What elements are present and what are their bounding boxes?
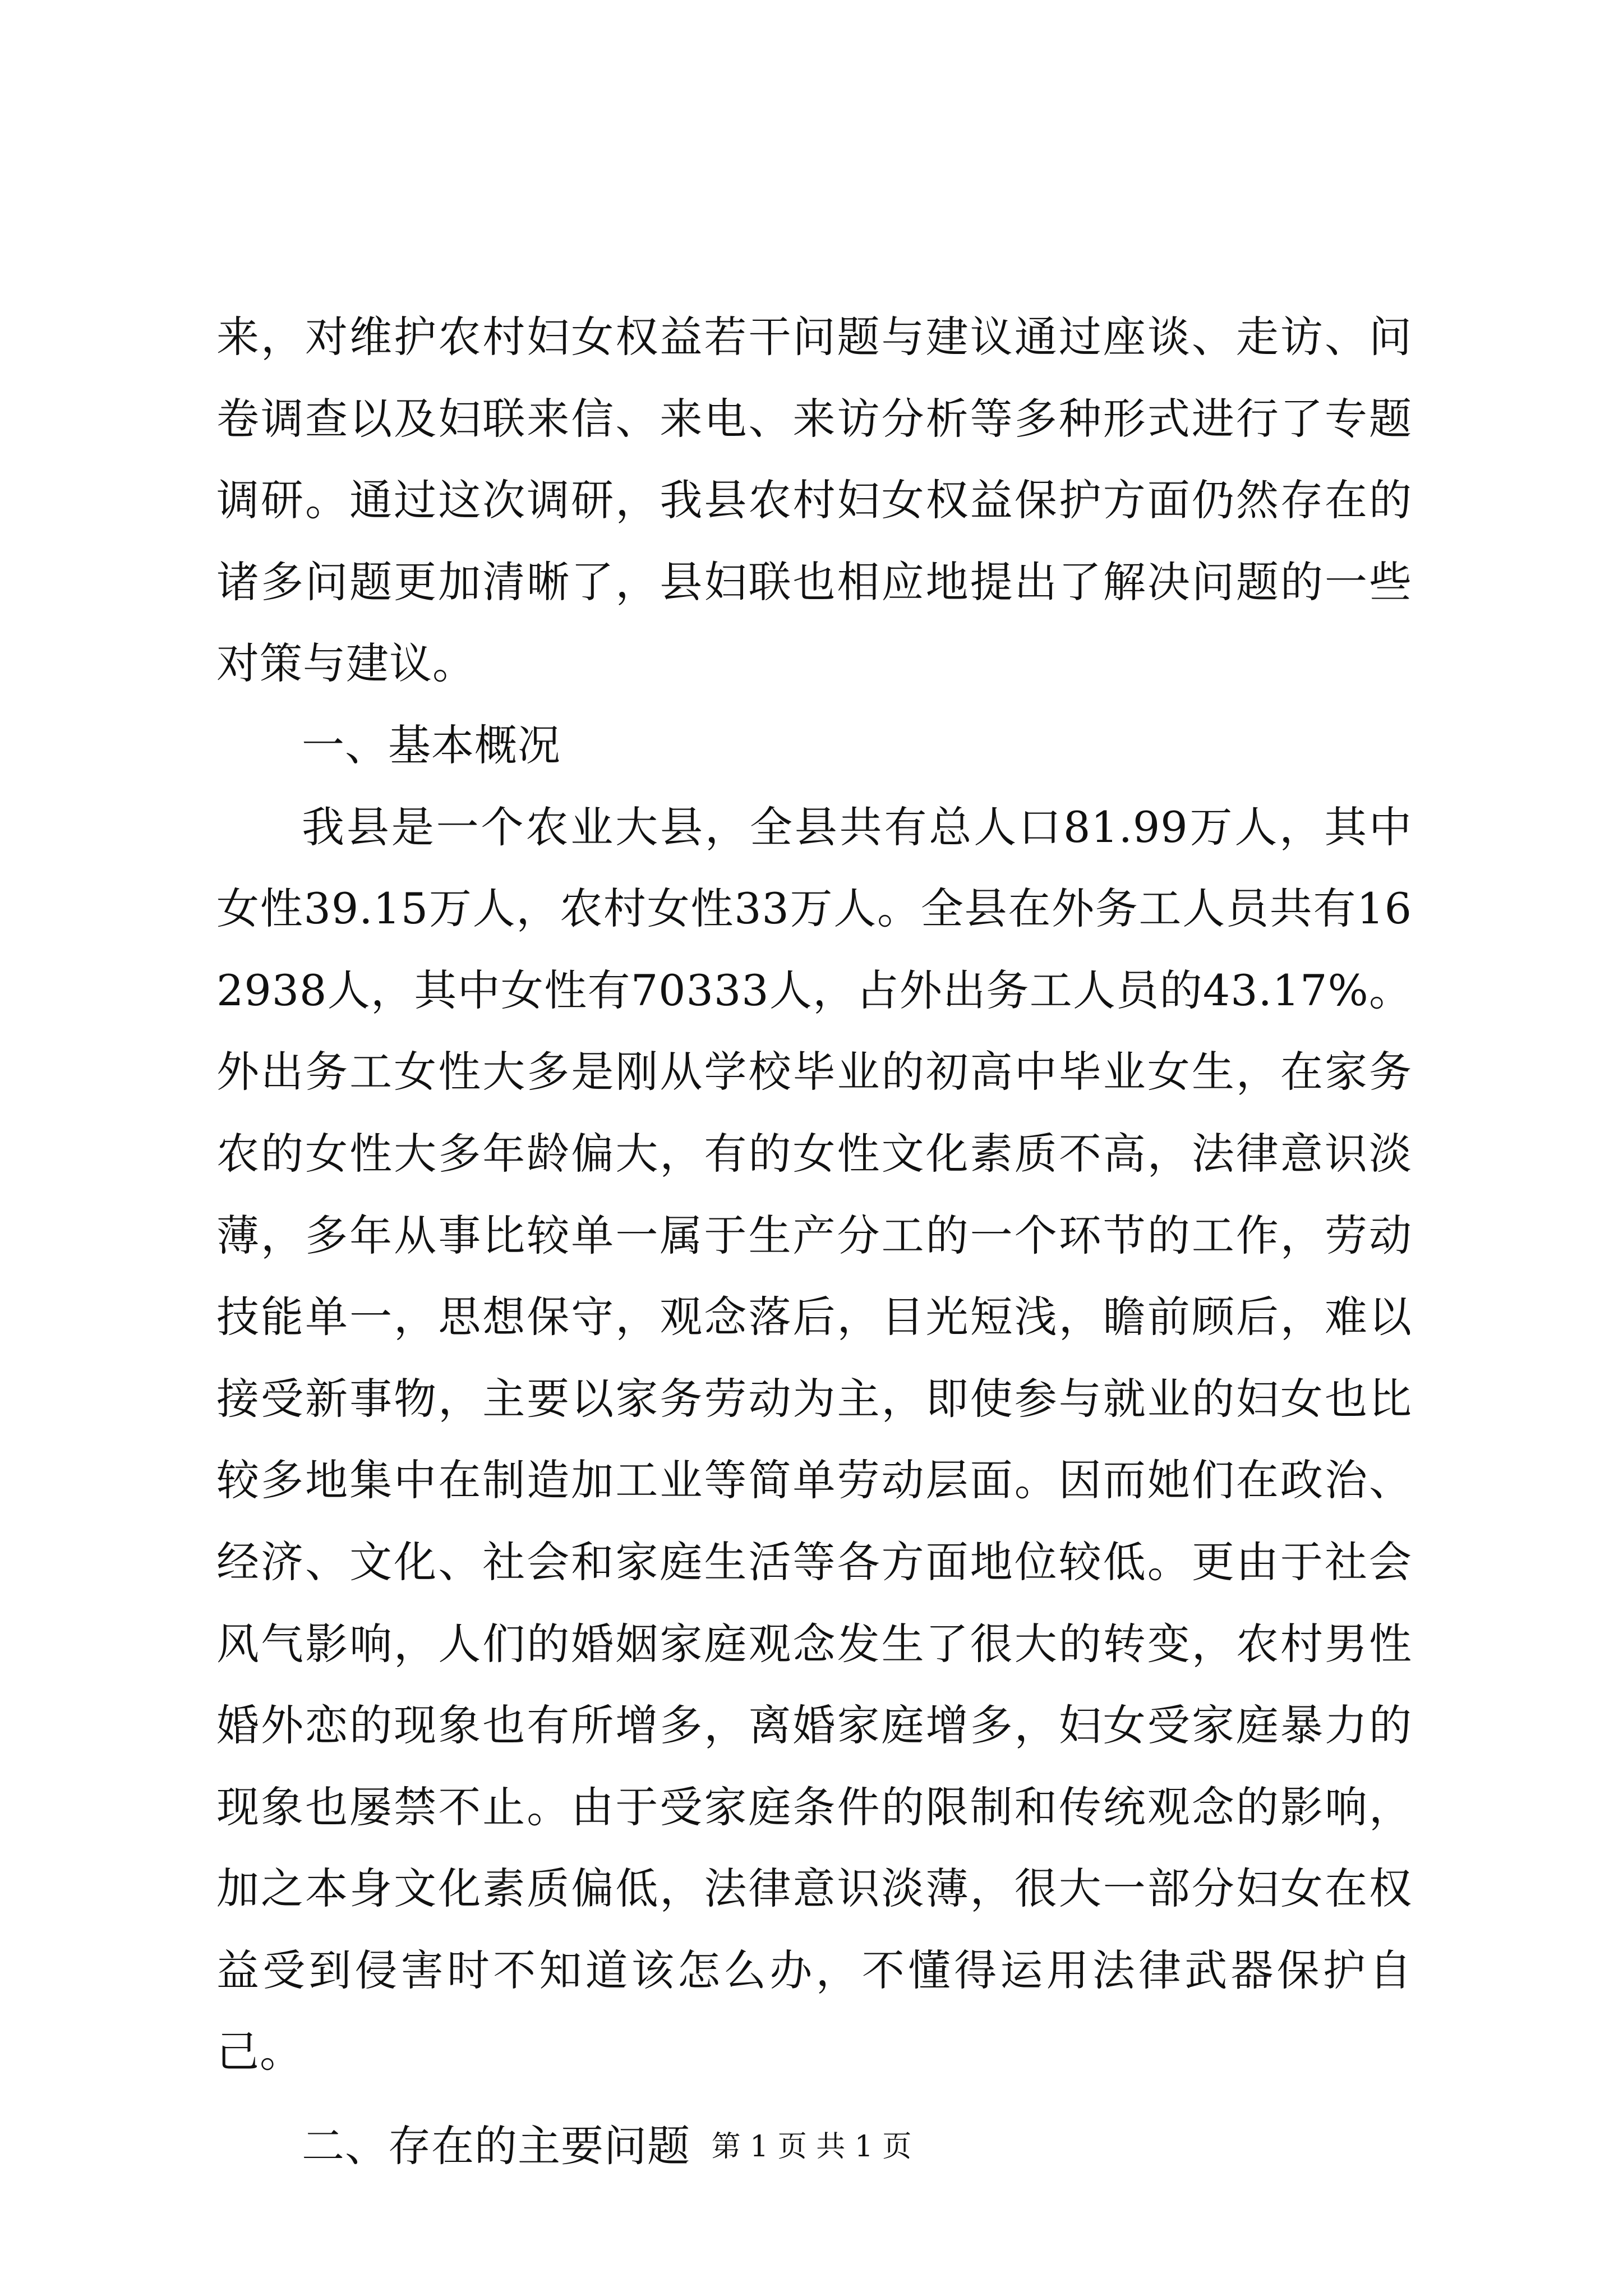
document-body bbox=[216, 296, 1412, 2187]
page-footer: 第 1 页 共 1 页 bbox=[711, 2130, 912, 2164]
section-paragraph-basic-overview: 我县是一个农业大县，全县共有总人口81.99万人，其中女性39.15万人，农村女性33万人。全县在外务工人员共有162938人，其中女性有70333人，占外出务工人员的43.17%。外出务工女性大多是刚从学校毕业的初高中毕业女生，在家务农的女性大多年龄偏大，有的女性文化素质不高，法律意识淡薄，多年从事比较单一属于生产分工的一个环节的工作，劳动技能单一，思想保守，观念落后，目光短浅，瞻前顾后，难以接受新事物，主要以家务劳动为主，即使参与就业的妇女也比较多地集中在制造加工业等简单劳动层面。因而她们在政治、经济、文化、社会和家庭生活等各方面地位较低。更由于社会风气影响，人们的婚姻家庭观念发生了很大的转变，农村男性婚外恋的现象也有所增多，离婚家庭增多，妇女受家庭暴力的现象也屡禁不止。由于受家庭条件的限制和传统观念的影响，加之本身文化素质偏低，法律意识淡薄，很大一部分妇女在权益受到侵害时不知道该怎么办，不懂得运用法律武器保护自己。 bbox=[216, 802, 1412, 2077]
section-heading-basic-overview: 一、基本概况 bbox=[302, 720, 561, 770]
intro-paragraph: 来，对维护农村妇女权益若干问题与建议通过座谈、走访、问卷调查以及妇联来信、来电、来访分析等多种形式进行了专题调研。通过这次调研，我县农村妇女权益保护方面仍然存在的诸多问题更加清晰了，县妇联也相应地提出了解决问题的一些对策与建议。 bbox=[216, 312, 1412, 689]
section-heading-main-problems: 二、存在的主要问题 bbox=[302, 2121, 690, 2171]
